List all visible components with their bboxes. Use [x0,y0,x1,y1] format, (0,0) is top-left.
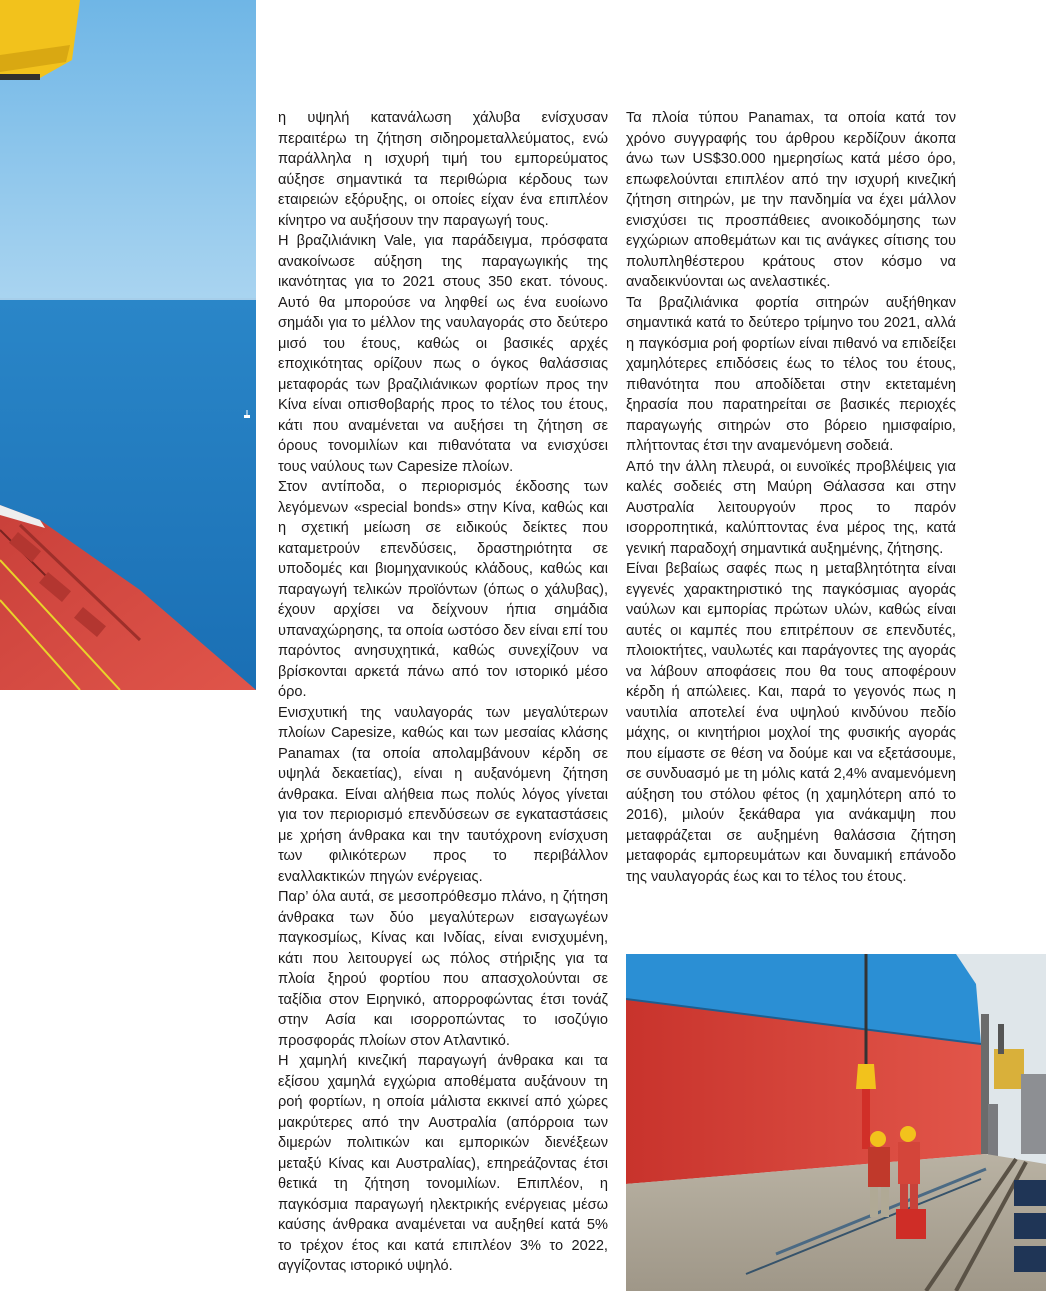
edge-mark [1014,1180,1046,1206]
article-paragraph: Παρ’ όλα αυτά, σε μεσοπρόθεσμο πλάνο, η ζήτηση άνθρακα των δύο μεγαλύτερων εισαγωγέων παγκοσμίως, Κίνας και Ινδίας, είναι ενισχυμένη, κάτι που λειτουργεί ως πόλος στήριξης για τα πλοία ξηρού φορτίου που απασχολούνται σε ταξίδια στον Ειρηνικό, απορροφώντας έτσι τονάζ στην Ασία και ισορροπώντας το ισοζύγιο προσφοράς πλοίων στον Ατλαντικό. [278,889,608,1049]
ship-deck-photo [0,0,256,690]
page-edge-marks [1014,1180,1046,1279]
article-paragraph: η υψηλή κατανάλωση χάλυβα ενίσχυσαν περαιτέρω τη ζήτηση σιδηρομεταλλεύματος, ενώ παράλληλα η ισχυρή τιμή του εμπορεύματος αύξησε σημαντικά τα περιθώρια κέρδους των εταιρειών εξόρυξης, οι οποίες είχαν ένα επιπλέον κίνητρο να αυξήσουν την παραγωγή τους. [278,110,608,229]
article-paragraph: Τα πλοία τύπου Panamax, τα οποία κατά τον χρόνο συγγραφής του άρθρου κερδίζουν άκοπα άνω των US$30.000 ημερησίως κατά μέσο όρο, επωφελούνται επιπλέον από την ισχυρή κινεζική ζήτηση σιτηρών, με την πανδημία να έχει μάλλον ενισχύσει τις προσπάθειες ανοικοδόμησης των εγχώριων αποθεμάτων και τις ανάγκες σίτισης του πολυπληθέστερου κράτους στον κόσμο να αναδεικνύονται ως ανελαστικές. [626,110,956,290]
edge-mark [1014,1246,1046,1272]
article-paragraph: Στον αντίποδα, ο περιορισμός έκδοσης των λεγόμενων «special bonds» στην Κίνα, καθώς και η σχετική μείωση σε ειδικούς δείκτες που καταμετρούν επενδύσεις, δραστηριότητα σε υποδομές και βιομηχανικούς κλάδους, καθώς και παραγωγή τελικών προϊόντων (όπως ο χάλυβας), έχουν αρχίσει να δείχνουν ήπια σημάδια υπαναχώρησης, τα οποία ωστόσο δεν είναι επί του παρόντος ανησυχητικά, καθώς συνεχίζουν να βρίσκονται αρκετά πάνω από τον ιστορικό μέσο όρο. [278,479,608,700]
edge-mark [1014,1213,1046,1239]
port-ship-illustration [626,954,1046,1291]
port-ship-photo [626,954,1046,1291]
article-paragraph: Είναι βεβαίως σαφές πως η μεταβλητότητα είναι εγγενές χαρακτηριστικό της παγκόσμιας αγοράς ναύλων και εμπορίας πρώτων υλών, καθώς είναι αυτές οι καμπές που επιτρέπουν σε επενδυτές, πλοιοκτήτες, ναυλωτές και παράγοντες της αγοράς να λάβουν αποφάσεις που θα τους αποφέρουν κέρδη ή απώλειες. Και, παρά το γεγονός πως η ναυτιλία αποτελεί ένα υψηλού κινδύνου πεδίο μάχης, οι κινητήριοι μοχλοί της φυσικής αγοράς που είμαστε σε θέση να δούμε και να εξετάσουμε, σε συνδυασμό με τη μόλις κατά 2,4% αναμενόμενη αύξηση του στόλου φέτος (η χαμηλότερη από το 2016), μιλούν ξεκάθαρα για ανάκαμψη που μεταφράζεται σε αυξημένη θαλάσσια ζήτηση μεταφοράς εμπορευμάτων και δυναμική επάνοδο της ναυλαγοράς έως και το τέλος του έτους. [626,561,956,885]
ship-deck-illustration [0,0,256,690]
article-column-right [626,108,956,887]
article-paragraph: Ενισχυτική της ναυλαγοράς των μεγαλύτερων πλοίων Capesize, καθώς και των μεσαίας κλάσης Panamax (τα οποία απολαμβάνουν κέρδη σε υψηλά δεκαετίας), είναι η αυξανόμενη ζήτηση άνθρακα. Είναι αλήθεια πως πολύς λόγος γίνεται για τον περιορισμό επενδύσεων σε εγκαταστάσεις με χρήση άνθρακα και την ταυτόχρονη ενίσχυση των φιλικότερων προς το περιβάλλον εναλλακτικών πηγών ενέργειας. [278,704,608,885]
article-paragraph: Τα βραζιλιάνικα φορτία σιτηρών αυξήθηκαν σημαντικά κατά το δεύτερο τρίμηνο του 2021, αλλά η παγκόσμια ροή φορτίων είναι πιθανό να επιδείξει χαμηλότερες επιδόσεις έως το τέλος του έτους, πιθανότητα που αποδίδεται στην εκτεταμένη ξηρασία που παρατηρείται σε βασικές περιοχές παραγωγής σιτηρών στο βόρειο ημισφαίριο, πλήττοντας έτσι την αναμενόμενη σοδειά. [626,294,956,454]
article-paragraph: Από την άλλη πλευρά, οι ευνοϊκές προβλέψεις για καλές σοδειές στη Μαύρη Θάλασσα και στην Αυστραλία λειτουργούν προς το παρόν ισορροπητικά, καλύπτοντας ένα μέρος της, κατά γενική παραδοχή σημαντικά αυξημένης, ζήτησης. [626,458,956,557]
article-paragraph: Η χαμηλή κινεζική παραγωγή άνθρακα και τα εξίσου χαμηλά εγχώρια αποθέματα αυξάνουν τη ροή φορτίων, η οποία μάλιστα εκκινεί από χώρες μακρύτερες από την Αυστραλία (απόρροια των διμερών πολιτικών και εμπορικών διενέξεων μεταξύ Κίνας και Αυστραλίας), επηρεάζοντας έτσι θετικά τη ζήτηση τονομιλίων. Επιπλέον, η παγκόσμια παραγωγή ηλεκτρικής ενέργειας μέσω καύσης άνθρακα αναμένεται να αυξηθεί κατά 5% το τρέχον έτος και κατά επιπλέον 3% το 2022, αγγίζοντας ιστορικό υψηλό. [278,1053,608,1274]
article-column-left [278,108,608,1277]
article-paragraph: Η βραζιλιάνικη Vale, για παράδειγμα, πρόσφατα ανακοίνωσε αύξηση της παραγωγικής της ικανότητας για το 2021 στους 350 εκατ. τόνους. Αυτό θα μπορούσε να ληφθεί ως ένα ευοίωνο σημάδι για το μέλλον της ναυλαγοράς στο δεύτερο μισό του έτους, καθώς οι βασικές αρχές εποχικότητας ορίζουν πως ο όγκος θαλάσσιας μεταφοράς των βραζιλιάνικων φορτίων προς την Κίνα είναι οπισθοβαρής προς το τέλος του έτους, κάτι που αναμένεται να αυξήσει τη ζήτηση σε όρους τονομιλίων και πιθανότατα να ενισχύσει τους ναύλους των Capesize πλοίων. [278,233,608,475]
